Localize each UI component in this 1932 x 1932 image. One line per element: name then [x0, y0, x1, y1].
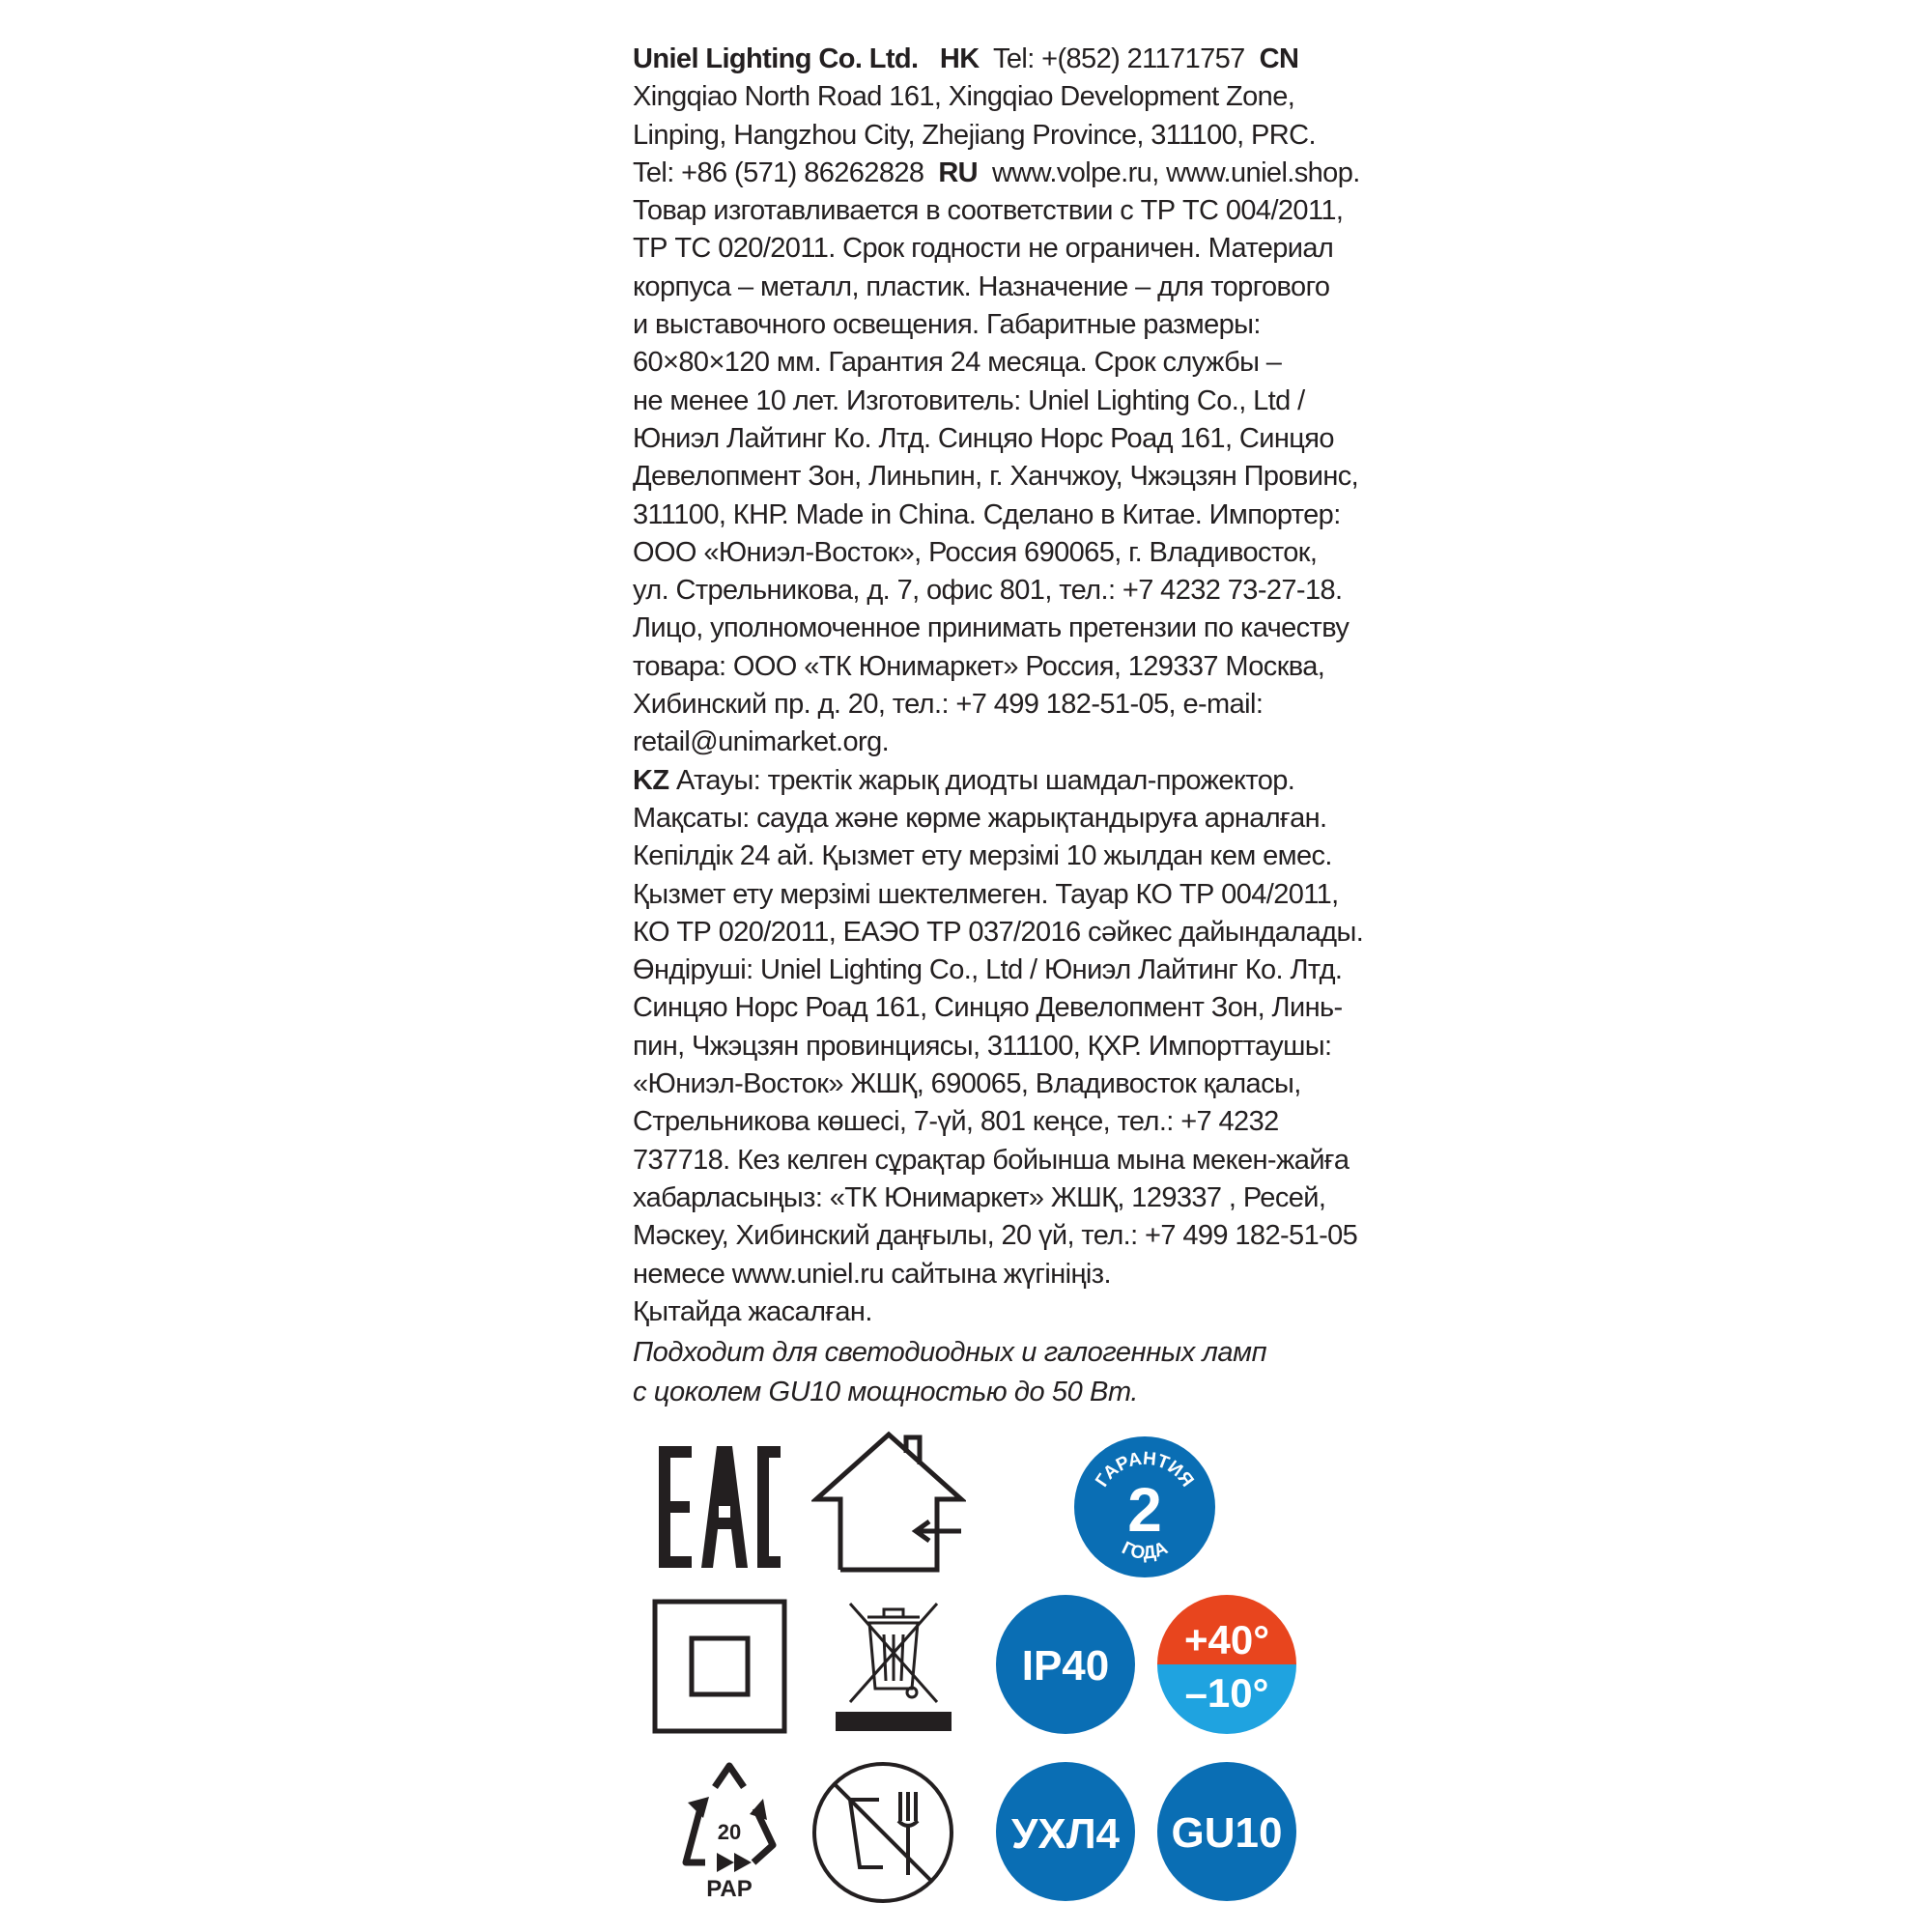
warranty-bottom-text: ГОДА	[1118, 1538, 1172, 1564]
ru-line: ООО «Юниэл-Восток», Россия 690065, г. Владивосток,	[633, 536, 1318, 568]
warranty-badge-icon	[1072, 1435, 1217, 1579]
ru-line: корпуса – металл, пластик. Назначение – для торгового	[633, 270, 1330, 302]
warranty-years: 2	[1127, 1475, 1162, 1545]
ru-line: и выставочного освещения. Габаритные размеры:	[633, 309, 1261, 341]
climate-category-badge-icon	[995, 1761, 1136, 1902]
company-name: Uniel Lighting Co. Ltd.	[633, 43, 919, 74]
kz-first-line	[633, 762, 1367, 800]
ru-line: Хибинский пр. д. 20, тел.: +7 499 182-51-05, e-mail:	[633, 689, 1264, 721]
cn-tel: Tel: +86 (571) 86262828	[633, 156, 924, 188]
recycle-code: PAP	[706, 1876, 753, 1902]
recycle-number: 20	[717, 1820, 742, 1844]
ru-line: ул. Стрельникова, д. 7, офис 801, тел.: +7 4232 73-27-18.	[633, 575, 1343, 607]
climate-category-text: УХЛ4	[1010, 1810, 1121, 1858]
note-line-2: с цоколем GU10 мощностью до 50 Вт.	[633, 1377, 1139, 1407]
kz-tag: KZ	[633, 764, 669, 796]
ru-line: Юниэл Лайтинг Ко. Лтд. Синцяо Норс Роад 161, Синцяо	[633, 422, 1334, 454]
ip-rating-badge-icon	[995, 1594, 1136, 1735]
temp-max-text: +40°	[1183, 1617, 1270, 1662]
kz-line: Мәскеу, Хибинский даңғылы, 20 үй, тел.: +7 499 182-51-05	[633, 1220, 1358, 1252]
cn-tag: CN	[1259, 43, 1299, 74]
hk-tag: HK	[939, 43, 980, 74]
base-type-badge-icon	[1156, 1761, 1297, 1902]
ru-line: Лицо, уполномоченное принимать претензии по качеству	[633, 612, 1350, 644]
ru-line: не менее 10 лет. Изготовитель: Uniel Lighting Co., Ltd /	[633, 384, 1305, 416]
ru-line: Девелопмент Зон, Линьпин, г. Ханчжоу, Чжэцзян Провинс,	[633, 461, 1359, 493]
base-type-text: GU10	[1171, 1809, 1283, 1857]
kz-line: пин, Чжэцзян провинциясы, 311100, ҚХР. Импорттаушы:	[633, 1030, 1332, 1062]
product-info-text	[633, 41, 1367, 1331]
ru-line: retail@unimarket.org.	[633, 726, 890, 758]
hk-tel: Tel: +(852) 21171757	[992, 43, 1245, 74]
ru-line: товара: ООО «ТК Юнимаркет» Россия, 129337 Москва,	[633, 650, 1325, 682]
kz-line: немесе www.uniel.ru сайтына жүгініңіз.	[633, 1258, 1111, 1290]
kz-line: КО ТР 020/2011, ЕАЭО ТР 037/2016 сәйкес дайындалады.	[633, 916, 1364, 948]
cn-address-1: Xingqiao North Road 161, Xingqiao Development Zone,	[633, 81, 1295, 113]
ru-line: ТР ТС 020/2011. Срок годности не ограничен. Материал	[633, 233, 1334, 265]
compatibility-note	[633, 1333, 1367, 1412]
kz-line: хабарласыңыз: «ТК Юнимаркет» ЖШҚ, 129337 , Ресей,	[633, 1181, 1326, 1213]
eac-mark-icon	[657, 1444, 782, 1570]
temperature-range-badge-icon	[1156, 1594, 1297, 1735]
ru-line: 311100, КНР. Made in China. Сделано в Китае. Импортер:	[633, 498, 1341, 530]
kz-line: Өндіруші: Uniel Lighting Co., Ltd / Юниэл Лайтинг Ко. Лтд.	[633, 954, 1343, 986]
crossed-out-wheelie-bin-icon	[831, 1594, 956, 1734]
temp-min-text: –10°	[1184, 1670, 1269, 1716]
ru-tag: RU	[938, 156, 979, 188]
kz-line: Кепілдік 24 ай. Қызмет ету мерзімі 10 жылдан кем емес.	[633, 840, 1332, 872]
kz-first-text: Атауы: тректік жарық диодты шамдал-прожектор.	[675, 764, 1295, 796]
header-line-1	[633, 41, 1367, 78]
header-line-4	[633, 155, 1367, 192]
kz-line: Қытайда жасалған.	[633, 1295, 872, 1327]
kz-line: Стрельникова көшесі, 7-үй, 801 кеңсе, тел.: +7 4232	[633, 1106, 1279, 1138]
ru-websites: www.volpe.ru, www.uniel.shop.	[991, 156, 1360, 188]
ru-line: 60×80×120 мм. Гарантия 24 месяца. Срок службы –	[633, 347, 1282, 379]
warranty-top-text: ГАРАНТИЯ	[1092, 1448, 1198, 1492]
kz-line: 737718. Кез келген сұрақтар бойынша мына мекен-жайға	[633, 1144, 1350, 1176]
kz-line: «Юниэл-Восток» ЖШҚ, 690065, Владивосток қаласы,	[633, 1068, 1301, 1100]
kz-line: Қызмет ету мерзімі шектелмеген. Тауар КО ТР 004/2011,	[633, 878, 1339, 910]
recycle-pap-20-icon	[667, 1758, 792, 1903]
not-for-food-contact-icon	[811, 1761, 954, 1904]
ru-line: Товар изготавливается в соответствии с ТР ТС 004/2011,	[633, 195, 1344, 227]
double-insulation-class-ii-icon	[652, 1599, 787, 1734]
cn-address-2: Linping, Hangzhou City, Zhejiang Province, 311100, PRC.	[633, 119, 1316, 151]
note-line-1: Подходит для светодиодных и галогенных ламп	[633, 1337, 1267, 1368]
indoor-use-house-icon	[811, 1430, 966, 1575]
kz-line: Синцяо Норс Роад 161, Синцяо Девелопмент Зон, Линь-	[633, 992, 1343, 1024]
kz-line: Мақсаты: сауда және көрме жарықтандыруға арналған.	[633, 802, 1327, 834]
ip-rating-text: IP40	[1021, 1642, 1110, 1690]
